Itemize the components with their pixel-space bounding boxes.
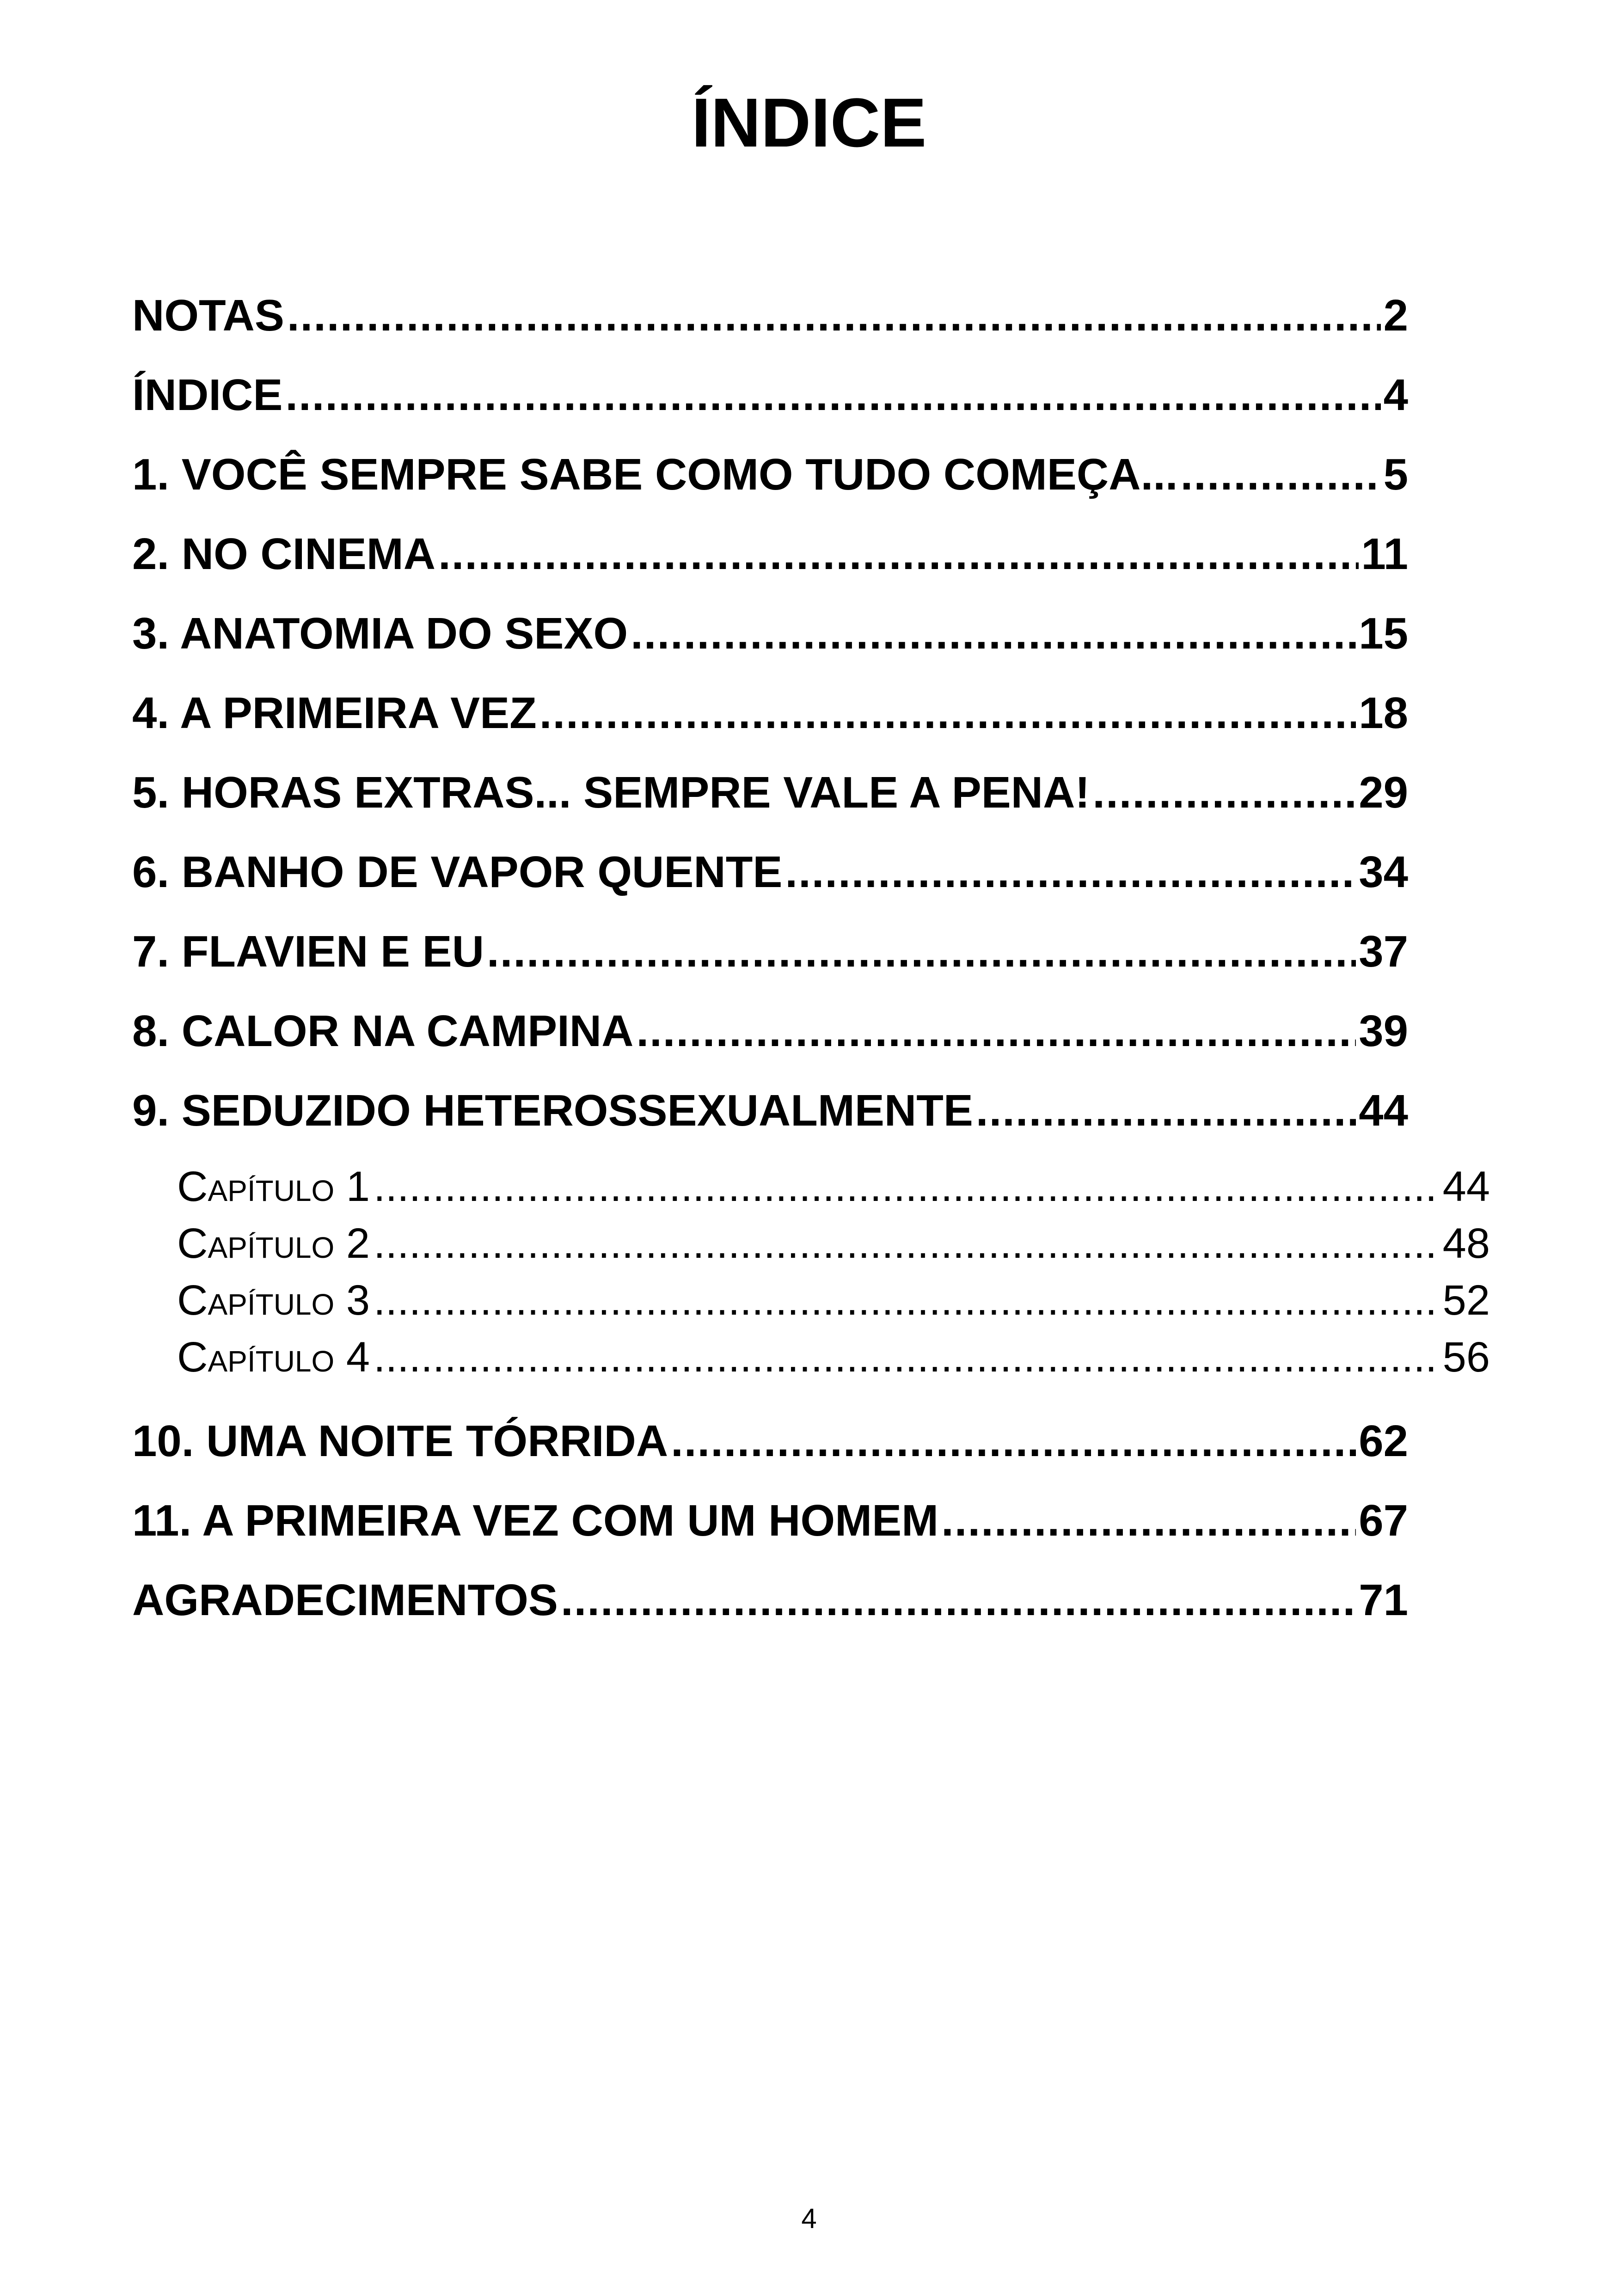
toc-entry-page: 67 bbox=[1359, 1496, 1408, 1545]
table-of-contents-continued bbox=[132, 1402, 1408, 1640]
toc-entry-page: 18 bbox=[1359, 688, 1408, 738]
toc-entry-label: NOTAS bbox=[132, 291, 284, 340]
toc-entry-chapter-5[interactable] bbox=[132, 753, 1408, 833]
toc-subentry-capitulo-3[interactable] bbox=[177, 1272, 1490, 1329]
dot-leader bbox=[539, 673, 1356, 753]
toc-entry-label: 2. NO CINEMA bbox=[132, 529, 436, 579]
toc-entry-page: 71 bbox=[1359, 1575, 1408, 1625]
toc-entry-page: 5 bbox=[1383, 450, 1408, 499]
dot-leader bbox=[1181, 435, 1381, 514]
toc-entry-label: 9. SEDUZIDO HETEROSSEXUALMENTE bbox=[132, 1086, 973, 1135]
dot-leader bbox=[374, 1272, 1439, 1329]
toc-entry-chapter-9[interactable] bbox=[132, 1071, 1408, 1151]
toc-entry-label: 3. ANATOMIA DO SEXO bbox=[132, 609, 628, 658]
toc-entry-label: 6. BANHO DE VAPOR QUENTE bbox=[132, 847, 783, 897]
toc-entry-page: 29 bbox=[1359, 768, 1408, 817]
toc-entry-label: 8. CALOR NA CAMPINA bbox=[132, 1006, 634, 1056]
dot-leader bbox=[374, 1329, 1439, 1386]
toc-subentry-page: 44 bbox=[1442, 1163, 1490, 1210]
toc-entry-page: 34 bbox=[1359, 847, 1408, 897]
toc-entry-chapter-1[interactable] bbox=[132, 435, 1408, 514]
toc-entry-label: ÍNDICE bbox=[132, 370, 283, 420]
toc-entry-label: 10. UMA NOITE TÓRRIDA bbox=[132, 1416, 668, 1466]
toc-entry-indice[interactable] bbox=[132, 355, 1408, 435]
dot-leader bbox=[374, 1158, 1439, 1215]
table-of-contents bbox=[132, 276, 1408, 1151]
toc-entry-notas[interactable] bbox=[132, 276, 1408, 355]
dot-leader bbox=[631, 594, 1356, 673]
dot-leader bbox=[1092, 753, 1356, 833]
toc-entry-label: 4. A PRIMEIRA VEZ bbox=[132, 688, 537, 738]
toc-subentry-capitulo-4[interactable] bbox=[177, 1329, 1490, 1386]
toc-entry-page: 2 bbox=[1383, 291, 1408, 340]
toc-subentry-label: Capítulo 3 bbox=[177, 1277, 370, 1324]
toc-subentry-page: 52 bbox=[1442, 1277, 1490, 1324]
toc-subentry-capitulo-2[interactable] bbox=[177, 1215, 1490, 1272]
toc-entry-label: AGRADECIMENTOS bbox=[132, 1575, 558, 1625]
toc-entry-page: 11 bbox=[1361, 529, 1408, 579]
toc-entry-chapter-7[interactable] bbox=[132, 912, 1408, 992]
dot-leader bbox=[976, 1071, 1356, 1151]
dot-leader bbox=[941, 1481, 1356, 1561]
dot-leader bbox=[561, 1561, 1356, 1640]
toc-entry-chapter-8[interactable] bbox=[132, 992, 1408, 1071]
toc-entry-page: 39 bbox=[1359, 1006, 1408, 1056]
toc-subentry-page: 56 bbox=[1442, 1334, 1490, 1381]
dot-leader bbox=[374, 1215, 1439, 1272]
dot-leader bbox=[287, 276, 1381, 355]
toc-entry-chapter-4[interactable] bbox=[132, 673, 1408, 753]
dot-leader bbox=[487, 912, 1356, 992]
toc-entry-page: 4 bbox=[1383, 370, 1408, 420]
toc-subentry-label: Capítulo 1 bbox=[177, 1163, 370, 1210]
page-title: ÍNDICE bbox=[691, 84, 927, 161]
toc-entry-label: 1. VOCÊ SEMPRE SABE COMO TUDO COMEÇA... bbox=[132, 450, 1178, 499]
toc-entry-chapter-6[interactable] bbox=[132, 833, 1408, 912]
dot-leader bbox=[671, 1402, 1356, 1481]
dot-leader bbox=[636, 992, 1356, 1071]
toc-entry-agradecimentos[interactable] bbox=[132, 1561, 1408, 1640]
toc-entry-page: 62 bbox=[1359, 1416, 1408, 1466]
toc-entry-chapter-11[interactable] bbox=[132, 1481, 1408, 1561]
toc-subentries bbox=[177, 1158, 1490, 1386]
toc-entry-label: 7. FLAVIEN E EU bbox=[132, 927, 484, 976]
toc-subentry-capitulo-1[interactable] bbox=[177, 1158, 1490, 1215]
toc-entry-label: 5. HORAS EXTRAS... SEMPRE VALE A PENA! bbox=[132, 768, 1090, 817]
page-number: 4 bbox=[801, 2203, 817, 2234]
toc-subentry-page: 48 bbox=[1442, 1220, 1490, 1267]
toc-entry-page: 44 bbox=[1359, 1086, 1408, 1135]
toc-entry-chapter-2[interactable] bbox=[132, 514, 1408, 594]
toc-subentry-label: Capítulo 2 bbox=[177, 1220, 370, 1267]
toc-entry-label: 11. A PRIMEIRA VEZ COM UM HOMEM bbox=[132, 1496, 939, 1545]
dot-leader bbox=[785, 833, 1356, 912]
dot-leader bbox=[438, 514, 1358, 594]
toc-entry-chapter-10[interactable] bbox=[132, 1402, 1408, 1481]
toc-entry-page: 15 bbox=[1359, 609, 1408, 658]
dot-leader bbox=[285, 355, 1380, 435]
toc-entry-chapter-3[interactable] bbox=[132, 594, 1408, 673]
toc-entry-page: 37 bbox=[1359, 927, 1408, 976]
toc-subentry-label: Capítulo 4 bbox=[177, 1334, 370, 1381]
